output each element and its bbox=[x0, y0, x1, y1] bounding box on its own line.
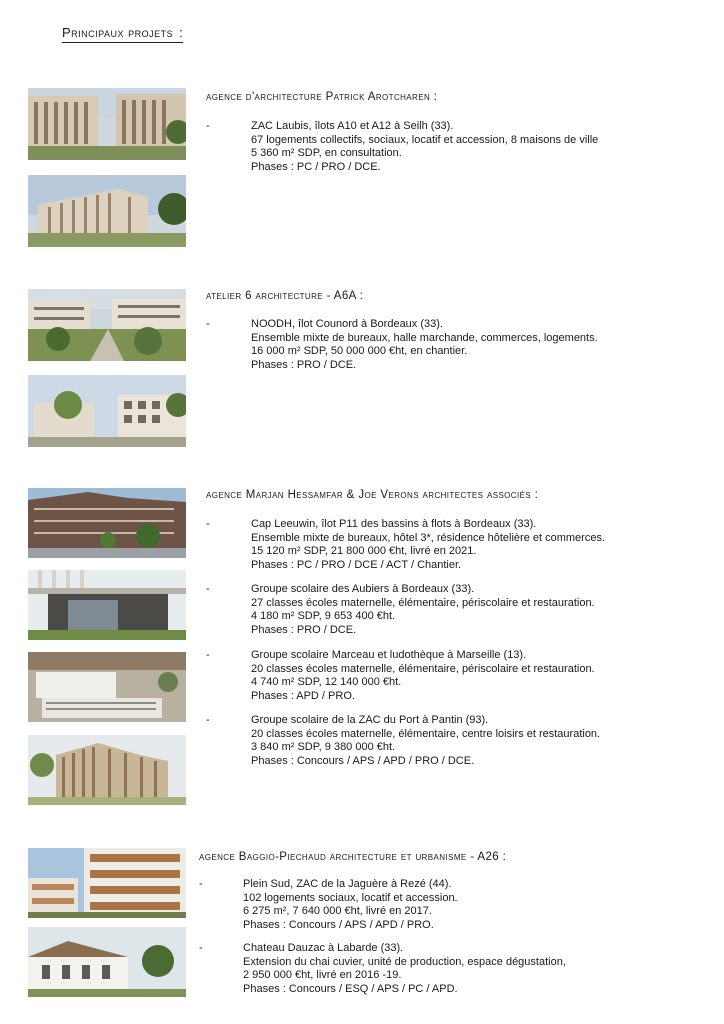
project-line: 4 740 m² SDP, 12 140 000 €ht. bbox=[251, 676, 402, 689]
project-line: 5 360 m² SDP, en consultation. bbox=[251, 147, 402, 160]
project-photo bbox=[28, 375, 186, 447]
project-line: Cap Leeuwin, îlot P11 des bassins à flots à Bordeaux (33). bbox=[251, 518, 537, 530]
project-line: 20 classes écoles maternelle, élémentaire, centre loisirs et restauration. bbox=[251, 727, 601, 740]
project-line: 20 classes écoles maternelle, élémentaire, périscolaire et restauration. bbox=[251, 662, 595, 675]
project-line: Phases : Concours / APS / APD / PRO / DCE. bbox=[251, 754, 475, 767]
project-photo bbox=[28, 88, 186, 160]
project-line: 102 logements sociaux, locatif et accession. bbox=[243, 891, 458, 904]
project-photo bbox=[28, 570, 186, 640]
bullet-dash: - bbox=[206, 583, 210, 595]
bullet-dash: - bbox=[206, 649, 210, 661]
section-heading: atelier 6 architecture - A6A : bbox=[206, 290, 364, 302]
bullet-dash: - bbox=[206, 318, 210, 330]
project-photo bbox=[28, 735, 186, 805]
section-heading: agence d'architecture Patrick Arotcharen : bbox=[206, 91, 438, 103]
project-line: Ensemble mixte de bureaux, halle marchande, commerces, logements. bbox=[251, 331, 598, 344]
project-photo bbox=[28, 848, 186, 918]
page-title bbox=[62, 25, 183, 43]
project-line: Plein Sud, ZAC de la Jaguère à Rezé (44). bbox=[243, 878, 452, 890]
page-title-text: Principaux projets bbox=[62, 25, 174, 40]
page-title-colon: : bbox=[179, 25, 184, 40]
project-line: 2 950 000 €ht, livré en 2016 -19. bbox=[243, 969, 402, 982]
project-line: NOODH, îlot Counord à Bordeaux (33). bbox=[251, 318, 443, 330]
project-line: 16 000 m² SDP, 50 000 000 €ht, en chantier. bbox=[251, 345, 468, 358]
project-line: Ensemble mixte de bureaux, hôtel 3*, résidence hôtelière et commerces. bbox=[251, 531, 606, 544]
project-line: Phases : Concours / ESQ / APS / PC / APD. bbox=[243, 982, 458, 995]
project-line: Chateau Dauzac à Labarde (33). bbox=[243, 942, 404, 954]
project-line: Groupe scolaire de la ZAC du Port à Pantin (93). bbox=[251, 714, 489, 726]
project-photo bbox=[28, 927, 186, 997]
project-line: Phases : APD / PRO. bbox=[251, 689, 355, 702]
bullet-dash: - bbox=[199, 942, 203, 954]
project-line: 27 classes écoles maternelle, élémentaire, périscolaire et restauration. bbox=[251, 596, 595, 609]
bullet-dash: - bbox=[206, 714, 210, 726]
project-line: 67 logements collectifs, sociaux, locatif et accession, 8 maisons de ville bbox=[251, 133, 599, 146]
bullet-dash: - bbox=[199, 878, 203, 890]
project-photo bbox=[28, 652, 186, 722]
project-line: Phases : Concours / APS / APD / PRO. bbox=[243, 918, 434, 931]
project-line: 4 180 m² SDP, 9 653 400 €ht. bbox=[251, 610, 396, 623]
project-line: Phases : PRO / DCE. bbox=[251, 623, 357, 636]
project-line: 15 120 m² SDP, 21 800 000 €ht, livré en 2021. bbox=[251, 545, 477, 558]
project-line: Phases : PC / PRO / DCE. bbox=[251, 160, 381, 173]
project-photo bbox=[28, 289, 186, 361]
section-heading: agence Marjan Hessamfar & Joe Verons architectes associés : bbox=[206, 489, 539, 501]
project-photo bbox=[28, 488, 186, 558]
project-line: Groupe scolaire des Aubiers à Bordeaux (33). bbox=[251, 583, 475, 595]
project-line: 3 840 m² SDP, 9 380 000 €ht. bbox=[251, 741, 396, 754]
project-line: Phases : PRO / DCE. bbox=[251, 358, 357, 371]
bullet-dash: - bbox=[206, 120, 210, 132]
bullet-dash: - bbox=[206, 518, 210, 530]
project-line: 6 275 m², 7 640 000 €ht, livré en 2017. bbox=[243, 905, 432, 918]
project-line: Extension du chai cuvier, unité de production, espace dégustation, bbox=[243, 955, 566, 968]
project-photo bbox=[28, 175, 186, 247]
project-line: Phases : PC / PRO / DCE / ACT / Chantier. bbox=[251, 558, 462, 571]
project-line: Groupe scolaire Marceau et ludothèque à Marseille (13). bbox=[251, 649, 527, 661]
project-line: ZAC Laubis, îlots A10 et A12 à Seilh (33). bbox=[251, 120, 454, 132]
section-heading: agence Baggio-Piechaud architecture et urbanisme - A26 : bbox=[199, 851, 507, 863]
